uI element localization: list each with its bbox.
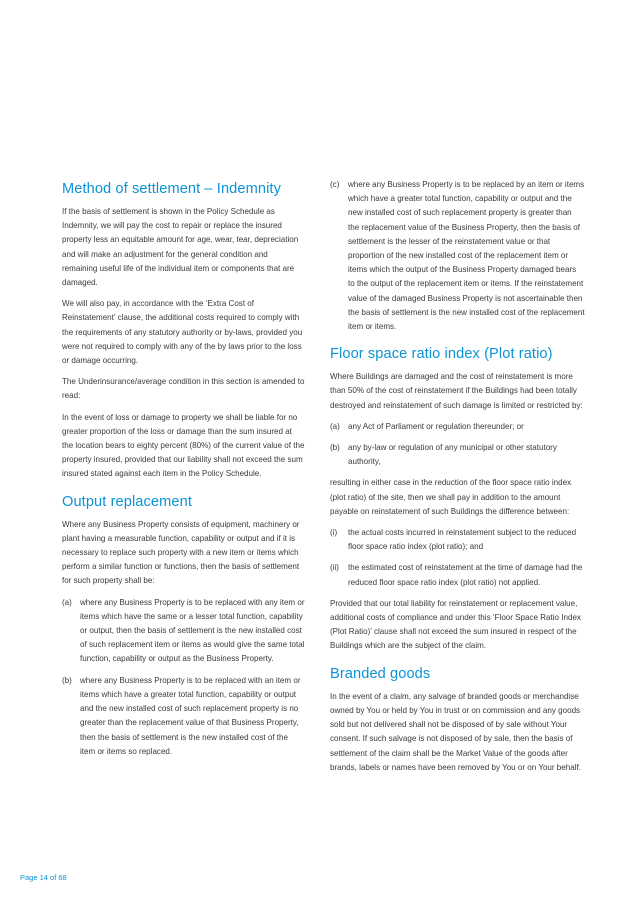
list-marker: (c) [330, 180, 340, 189]
list-item [330, 441, 585, 469]
list-text: where any Business Property is to be replaced by an item or items which have a greater total function, capability or output and the new installed cost of such replacement property is greater than the replacement value of the Business Property, then the basis of settlement is the lesser of the reinstatement value or that proportion of the new installed cost of the replacement item or items which the output of the Business Property damaged bears to the output of the replacement item or items. If the reinstatement value of the damaged Business Property is not ascertainable then the basis of settlement is the new installed cost of the replacement item or items. [348, 180, 585, 332]
list-marker: (a) [330, 421, 340, 431]
heading-output-replacement: Output replacement [62, 493, 192, 510]
list-marker: (b) [62, 675, 72, 685]
list-marker: (a) [62, 597, 72, 607]
page-number: Page 14 of 68 [20, 873, 67, 882]
list-text: the estimated cost of reinstatement at the time of damage had the reduced floor space ratio index (plot ratio) not applied. [348, 563, 583, 587]
list-marker: (i) [330, 528, 338, 538]
paragraph: Provided that our total liability for reinstatement or replacement value, additional costs of compliance and under this ‘Floor Space Ratio Index (Plot Ratio)’ clause shall not exceed the sum insured in respect of the Buildings which are the subject of the claim. [330, 598, 581, 651]
list-text: the actual costs incurred in reinstatement subject to the reduced floor space ratio index (plot ratio); and [348, 528, 577, 552]
list-marker: (b) [330, 443, 340, 453]
right-column [330, 178, 585, 782]
left-column [62, 180, 305, 766]
heading-floor-space-ratio: Floor space ratio index (Plot ratio) [330, 346, 553, 363]
paragraph: In the event of a claim, any salvage of branded goods or merchandise owned by You or held by You in trust or on commission and any goods sold but not delivered shall not be disposed of by sale without Your consent. If such salvage is not disposed of by sale, then the basis of settlement of the claim shall be the Market Value of the goods after brands, labels or names have been removed by You or on Your behalf. [330, 691, 581, 772]
paragraph: In the event of loss or damage to property we shall be liable for no greater proportion of the loss or damage than the sum insured at the location bears to eighty percent (80%) of the current value of the property insured, provided that our liability shall not exceed the sum insured stated against each item in the Policy Schedule. [62, 412, 305, 479]
paragraph: The Underinsurance/average condition in this section is amended to read: [62, 377, 305, 401]
list-item [62, 596, 305, 667]
heading-method-of-settlement: Method of settlement – Indemnity [62, 181, 281, 197]
paragraph: Where Buildings are damaged and the cost of reinstatement is more than 50% of the cost of reinstatement if the Buildings had been totally destroyed and reinstatement of such damage is limited or restricted by: [330, 372, 583, 410]
list-text: where any Business Property is to be replaced with an item or items which have a greater total function, capability or output and the new installed cost of such replacement property is no greater than the replacement value of that Business Property, then the basis of settlement is the new installed cost of the item or items so replaced. [80, 675, 301, 756]
list-item [330, 526, 585, 554]
paragraph: If the basis of settlement is shown in the Policy Schedule as Indemnity, we will pay the cost to repair or replace the insured property less an equitable amount for age, wear, tear, depreciation and will make an adjustment for the general condition and remaining useful life of the individual item or components that are damaged. [62, 207, 299, 288]
list-item [330, 420, 585, 434]
paragraph: Where any Business Property consists of equipment, machinery or plant having a measurable function, capability or output and if it is necessary to replace such property with a new item or items which perform a similar function or functions, then the basis of settlement for such property shall be: [62, 519, 300, 586]
list-marker: (ii) [330, 563, 339, 573]
paragraph: We will also pay, in accordance with the ‘Extra Cost of Reinstatement’ clause, the additional costs required to comply with the requirements of any statutory authority or by-laws, provided you were not required to comply with any of the by laws prior to the loss or damage occurring. [62, 299, 303, 366]
list-item [330, 561, 585, 589]
heading-branded-goods: Branded goods [330, 665, 431, 682]
list-item [62, 674, 305, 759]
list-text: any by-law or regulation of any municipal or other statutory authority, [348, 443, 557, 467]
paragraph: resulting in either case in the reduction of the floor space ratio index (plot ratio) of the site, then we shall pay in addition to the amount payable on reinstatement of such Buildings the difference between: [330, 478, 572, 516]
list-item [330, 178, 585, 334]
list-text: where any Business Property is to be replaced with any item or items which have the same or a lesser total function, capability or output, then the basis of settlement is the new installed cost of such replacement item or items as would give the same total function, capability or output as the Business Property. [80, 597, 305, 664]
list-text: any Act of Parliament or regulation thereunder; or [348, 421, 524, 431]
